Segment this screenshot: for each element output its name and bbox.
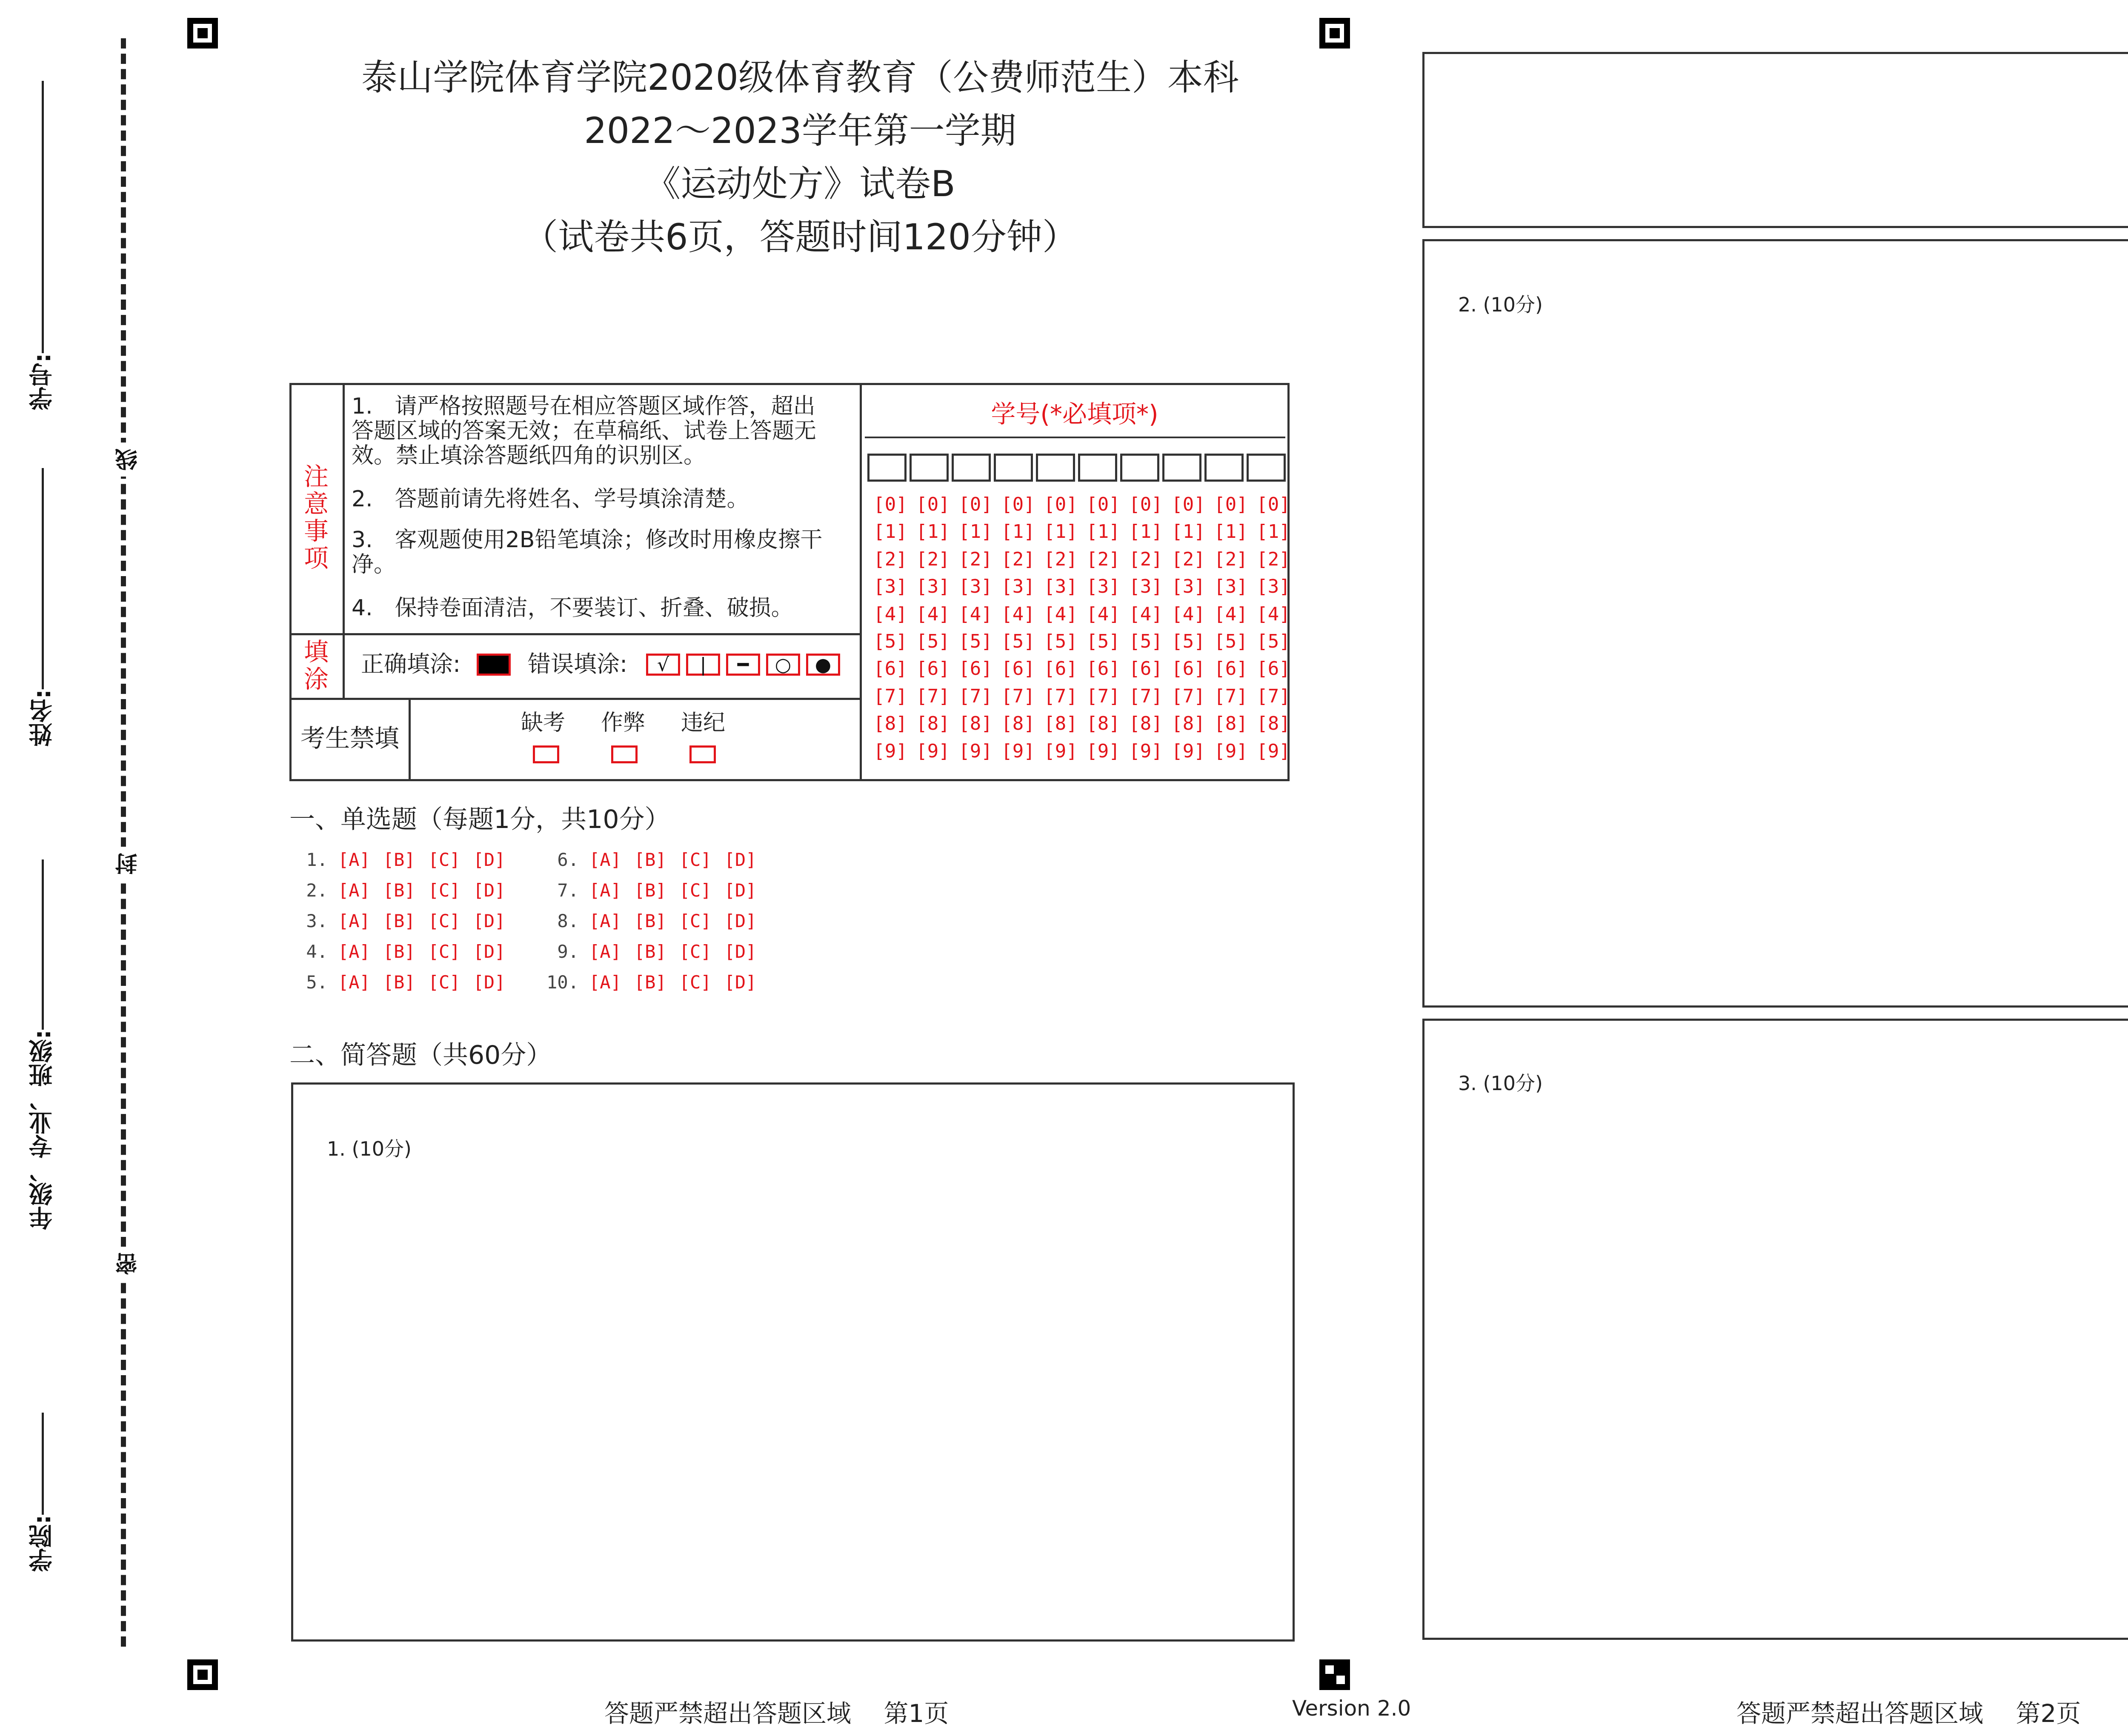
student-id-digit-bubble[interactable]: [3] [916,576,950,598]
student-id-digit-bubble[interactable]: [6] [1044,658,1078,680]
side-label-student-id: 学号: [29,353,56,411]
student-id-digit-bubble[interactable]: [5] [958,631,992,652]
student-id-digit-bubble[interactable]: [2] [1086,548,1120,570]
section1-title: 一、单选题（每题1分，共10分） [289,805,670,834]
footer-version: Version 2.0 [1292,1696,1411,1721]
student-id-digit-bubble[interactable]: [9] [958,740,992,762]
mcq-question-row [289,849,518,870]
student-id-digit-bubble[interactable]: [8] [1001,713,1035,735]
mcq-option-bubble[interactable]: [B] [383,849,415,870]
student-id-digit-row [869,631,1295,652]
student-id-cell[interactable] [1120,454,1159,482]
student-id-digit-bubble[interactable]: [4] [916,603,950,625]
mcq-option-bubble[interactable]: [D] [724,880,757,901]
mcq-option-bubble[interactable]: [B] [634,911,666,931]
student-id-digit-bubble[interactable]: [8] [1171,713,1205,735]
mcq-option-bubble[interactable]: [A] [338,849,370,870]
mcq-question-number: 6. [557,849,579,870]
footer-page2: 答题严禁超出答题区域 第2页 [1736,1699,2081,1728]
student-id-digit-bubble[interactable]: [7] [1256,685,1290,707]
mcq-option-bubble[interactable]: [C] [428,941,460,962]
student-id-digit-bubble[interactable]: [8] [916,713,950,735]
notice-item-2: 2. 答题前请先将姓名、学号填涂清楚。 [352,486,749,512]
student-id-digit-bubble[interactable]: [6] [1001,658,1035,680]
student-id-digit-bubble[interactable]: [0] [1001,494,1035,515]
answer-box-q3[interactable] [1422,1019,2128,1640]
mcq-question-number: 4. [306,941,328,962]
student-id-digit-bubble[interactable]: [7] [1086,685,1120,707]
mcq-option-bubble[interactable]: [A] [338,911,370,931]
student-id-digit-bubble[interactable]: [5] [1044,631,1078,652]
student-id-digit-bubble[interactable]: [0] [1044,494,1078,515]
student-id-digit-bubble[interactable]: [5] [873,631,907,652]
mcq-option-bubble[interactable]: [B] [383,941,415,962]
student-id-digit-bubble[interactable]: [2] [958,548,992,570]
exam-title-line4: （试卷共6页，答题时间120分钟） [522,216,1078,258]
side-label-college: 学院: [29,1515,56,1572]
mcq-option-bubble[interactable]: [C] [428,880,460,901]
mcq-option-bubble[interactable]: [C] [679,972,712,993]
student-id-digit-row [869,521,1295,542]
student-id-digit-bubble[interactable]: [9] [1086,740,1120,762]
student-id-cell[interactable] [952,454,991,482]
student-id-digit-bubble[interactable]: [6] [916,658,950,680]
student-id-cell[interactable] [1204,454,1244,482]
mcq-option-bubble[interactable]: [C] [679,911,712,931]
notice-divider-v1 [343,383,345,634]
mcq-question-row [541,941,769,962]
student-id-digit-bubble[interactable]: [2] [1001,548,1035,570]
student-id-digit-bubble[interactable]: [5] [1129,631,1163,652]
student-id-digit-bubble[interactable]: [4] [1214,603,1248,625]
student-id-digit-bubble[interactable]: [7] [1129,685,1163,707]
student-id-digit-bubble[interactable]: [3] [1044,576,1078,598]
mcq-option-bubble[interactable]: [D] [724,849,757,870]
student-id-digit-bubble[interactable]: [6] [873,658,907,680]
side-label-grade-major-class: 年级、专业、班级: [29,1030,56,1230]
student-id-cell[interactable] [1078,454,1117,482]
student-id-digit-bubble[interactable]: [7] [1171,685,1205,707]
notice-item-4: 4. 保持卷面清洁，不要装订、折叠、破损。 [352,595,793,621]
student-id-digit-bubble[interactable]: [1] [1256,521,1290,543]
mcq-question-row [289,911,518,931]
student-id-digit-bubble[interactable]: [1] [1044,521,1078,543]
answer-box-q2[interactable] [1422,239,2128,1008]
student-id-digit-bubble[interactable]: [4] [873,603,907,625]
student-id-digit-bubble[interactable]: [7] [1001,685,1035,707]
student-id-digit-bubble[interactable]: [1] [958,521,992,543]
section2-title: 二、简答题（共60分） [289,1040,552,1070]
student-id-digit-bubble[interactable]: [6] [1256,658,1290,680]
student-id-digit-bubble[interactable]: [5] [1001,631,1035,652]
mcq-question-number: 1. [306,849,328,870]
student-id-digit-bubble[interactable]: [9] [873,740,907,762]
student-id-digit-bubble[interactable]: [2] [873,548,907,570]
wrong-mark-circle: ○ [766,654,800,676]
notice-label: 注 意 事 项 [303,462,329,573]
student-id-digit-bubble[interactable]: [3] [1086,576,1120,598]
student-id-digit-bubble[interactable]: [5] [1256,631,1290,652]
mcq-question-number: 7. [557,880,579,901]
answer-box-q1[interactable] [291,1082,1295,1642]
student-id-digit-bubble[interactable]: [2] [1171,548,1205,570]
student-id-digit-bubble[interactable]: [0] [1214,494,1248,515]
student-id-digit-bubble[interactable]: [9] [1129,740,1163,762]
forbidden-option-violation: 违纪 [681,710,726,736]
mcq-question-row [541,911,769,931]
mcq-question-number: 10. [546,972,579,993]
student-id-digit-bubble[interactable]: [9] [1171,740,1205,762]
student-id-cell[interactable] [1247,454,1286,482]
mcq-option-bubble[interactable]: [B] [383,911,415,931]
mcq-option-bubble[interactable]: [B] [634,941,666,962]
mcq-question-number: 3. [306,911,328,931]
student-id-digit-bubble[interactable]: [0] [1171,494,1205,515]
mcq-question-row [541,972,769,993]
mcq-option-bubble[interactable]: [B] [383,972,415,993]
student-id-digit-bubble[interactable]: [3] [958,576,992,598]
mcq-option-bubble[interactable]: [A] [589,849,621,870]
student-id-digit-bubble[interactable]: [3] [1001,576,1035,598]
student-id-digit-bubble[interactable]: [5] [1086,631,1120,652]
student-id-digit-bubble[interactable]: [5] [916,631,950,652]
student-id-cell[interactable] [910,454,949,482]
student-id-digit-bubble[interactable]: [0] [1256,494,1290,515]
mcq-question-row [541,880,769,901]
student-id-digit-bubble[interactable]: [9] [1044,740,1078,762]
student-id-digit-bubble[interactable]: [1] [1129,521,1163,543]
student-id-digit-bubble[interactable]: [8] [1086,713,1120,735]
student-id-digit-row [869,576,1295,597]
student-id-digit-bubble[interactable]: [4] [958,603,992,625]
student-id-digit-bubble[interactable]: [2] [1256,548,1290,570]
student-id-digit-bubble[interactable]: [4] [1256,603,1290,625]
student-id-digit-bubble[interactable]: [7] [873,685,907,707]
student-id-digit-bubble[interactable]: [4] [1001,603,1035,625]
question-label-q3: 3. (10分) [1458,1072,1543,1095]
mcq-option-bubble[interactable]: [A] [338,972,370,993]
student-id-digit-bubble[interactable]: [8] [873,713,907,735]
student-id-digit-bubble[interactable]: [8] [1044,713,1078,735]
student-id-digit-bubble[interactable]: [8] [1256,713,1290,735]
correct-fill-sample [477,654,511,676]
mcq-option-bubble[interactable]: [D] [724,911,757,931]
student-id-digit-bubble[interactable]: [1] [1171,521,1205,543]
student-id-digit-row [869,494,1295,515]
corner-marker-bottom-middle [1319,1659,1350,1690]
student-id-digit-bubble[interactable]: [8] [1129,713,1163,735]
student-id-digit-row [869,603,1295,625]
mcq-option-bubble[interactable]: [B] [634,972,666,993]
mcq-option-bubble[interactable]: [C] [428,911,460,931]
notice-divider-h2 [289,698,862,700]
student-id-digit-bubble[interactable]: [1] [1001,521,1035,543]
notice-divider-v3 [343,633,345,698]
question-label-q1: 1. (10分) [327,1137,412,1160]
student-id-digit-bubble[interactable]: [2] [1044,548,1078,570]
question-label-q2: 2. (10分) [1458,293,1543,316]
student-id-digit-bubble[interactable]: [5] [1171,631,1205,652]
mcq-option-bubble[interactable]: [A] [338,880,370,901]
student-id-digit-bubble[interactable]: [1] [1214,521,1248,543]
seal-word-feng: 封 [112,847,134,881]
student-id-digit-bubble[interactable]: [9] [1256,740,1290,762]
student-id-digit-bubble[interactable]: [7] [958,685,992,707]
student-id-digit-bubble[interactable]: [1] [916,521,950,543]
forbidden-checkbox-cheating[interactable] [611,745,638,763]
wrong-mark-dash: ━ [726,654,760,676]
mcq-option-bubble[interactable]: [D] [473,911,506,931]
mcq-option-bubble[interactable]: [C] [679,941,712,962]
student-id-digit-bubble[interactable]: [0] [1129,494,1163,515]
side-field-grade-major-class[interactable] [17,859,68,1230]
side-field-student-id[interactable] [17,81,68,410]
student-id-digit-bubble[interactable]: [6] [1086,658,1120,680]
mcq-question-row [541,849,769,870]
mcq-question-number: 5. [306,972,328,993]
mcq-option-bubble[interactable]: [A] [589,911,621,931]
student-id-digit-bubble[interactable]: [8] [1214,713,1248,735]
mcq-question-number: 8. [557,911,579,931]
student-id-digit-bubble[interactable]: [3] [1171,576,1205,598]
mcq-option-bubble[interactable]: [A] [338,941,370,962]
student-id-digit-row [869,713,1295,734]
student-id-cell[interactable] [1036,454,1075,482]
mcq-option-bubble[interactable]: [B] [634,880,666,901]
student-id-digit-bubble[interactable]: [0] [958,494,992,515]
wrong-fill-label: 错误填涂: [528,651,628,677]
side-field-college[interactable] [17,1413,68,1572]
mcq-question-row [289,880,518,901]
forbidden-checkbox-absent[interactable] [533,745,559,763]
student-id-digit-bubble[interactable]: [7] [1214,685,1248,707]
exam-title-line1: 泰山学院体育学院2020级体育教育（公费师范生）本科 [361,57,1239,98]
student-id-digit-bubble[interactable]: [3] [1214,576,1248,598]
notice-item-1: 1. 请严格按照题号在相应答题区域作答，超出答题区域的答案无效；在草稿纸、试卷上答题无效。禁止填涂答题纸四角的识别区。 [352,394,817,468]
notice-divider-h1 [289,633,862,635]
student-id-digit-bubble[interactable]: [2] [1129,548,1163,570]
student-id-digit-bubble[interactable]: [2] [1214,548,1248,570]
student-id-digit-bubble[interactable]: [7] [916,685,950,707]
student-id-title: 学号(*必填项*) [991,400,1158,428]
student-id-digit-bubble[interactable]: [0] [873,494,907,515]
mcq-question-number: 9. [557,941,579,962]
corner-marker-top-middle [1319,18,1350,49]
student-id-digit-bubble[interactable]: [3] [1256,576,1290,598]
side-field-name[interactable] [17,468,68,746]
mcq-option-bubble[interactable]: [C] [428,972,460,993]
mcq-option-bubble[interactable]: [B] [383,880,415,901]
student-id-digit-bubble[interactable]: [6] [1214,658,1248,680]
student-id-title-underline [865,437,1285,438]
student-id-digit-bubble[interactable]: [9] [1001,740,1035,762]
wrong-mark-dot: ● [806,654,840,676]
mcq-option-bubble[interactable]: [D] [724,941,757,962]
student-id-digit-bubble[interactable]: [4] [1129,603,1163,625]
corner-marker-bottom-left [187,1659,218,1690]
mcq-option-bubble[interactable]: [B] [634,849,666,870]
wrong-mark-bar: | [686,654,720,676]
mcq-option-bubble[interactable]: [C] [428,849,460,870]
mcq-option-bubble[interactable]: [D] [473,972,506,993]
mcq-option-bubble[interactable]: [A] [589,880,621,901]
mcq-option-bubble[interactable]: [D] [724,972,757,993]
answer-box-continued[interactable] [1422,52,2128,228]
student-id-digit-bubble[interactable]: [6] [1171,658,1205,680]
student-id-cell[interactable] [867,454,907,482]
student-id-digit-bubble[interactable]: [8] [958,713,992,735]
mcq-option-bubble[interactable]: [C] [679,849,712,870]
student-id-digit-bubble[interactable]: [5] [1214,631,1248,652]
notice-divider-v2 [860,383,862,781]
student-id-digit-bubble[interactable]: [4] [1044,603,1078,625]
student-id-digit-bubble[interactable]: [7] [1044,685,1078,707]
student-id-digit-bubble[interactable]: [9] [1214,740,1248,762]
mcq-question-number: 2. [306,880,328,901]
seal-word-xian: 线 [112,443,134,477]
student-id-digit-bubble[interactable]: [3] [1129,576,1163,598]
seal-dashed-line [121,38,126,1647]
student-id-cell[interactable] [994,454,1033,482]
student-id-cell[interactable] [1162,454,1201,482]
student-id-digit-bubble[interactable]: [6] [958,658,992,680]
footer-page1: 答题严禁超出答题区域 第1页 [604,1699,949,1728]
mcq-option-bubble[interactable]: [D] [473,880,506,901]
mcq-option-bubble[interactable]: [A] [589,972,621,993]
seal-word-mi: 密 [112,1247,134,1281]
student-id-digit-row [869,685,1295,707]
exam-title-line2: 2022～2023学年第一学期 [584,110,1016,151]
mcq-question-row [289,972,518,993]
student-id-digit-row [869,658,1295,680]
corner-marker-top-left [187,18,218,49]
student-id-digit-bubble[interactable]: [0] [1086,494,1120,515]
student-id-digit-bubble[interactable]: [1] [1086,521,1120,543]
student-id-digit-bubble[interactable]: [1] [873,521,907,543]
notice-item-3: 3. 客观题使用2B铅笔填涂；修改时用橡皮擦干净。 [352,527,823,577]
student-id-digit-row [869,548,1295,570]
student-id-digit-bubble[interactable]: [4] [1086,603,1120,625]
mcq-option-bubble[interactable]: [C] [679,880,712,901]
student-id-digit-bubble[interactable]: [2] [916,548,950,570]
forbidden-option-cheating: 作弊 [601,710,646,736]
fill-label: 填 涂 [303,637,329,694]
forbidden-option-absent: 缺考 [521,710,566,736]
student-id-digit-bubble[interactable]: [0] [916,494,950,515]
exam-title-line3: 《运动处方》试卷B [645,163,955,205]
student-id-digit-bubble[interactable]: [4] [1171,603,1205,625]
student-id-digit-row [869,740,1295,762]
student-id-digit-bubble[interactable]: [9] [916,740,950,762]
forbidden-label: 考生禁填 [300,724,400,753]
correct-fill-label: 正确填涂: [361,651,461,677]
mcq-option-bubble[interactable]: [D] [473,849,506,870]
wrong-mark-check: √ [646,654,680,676]
student-id-digit-bubble[interactable]: [6] [1129,658,1163,680]
notice-divider-v4 [409,698,411,781]
side-label-name: 姓名: [29,689,56,747]
mcq-question-row [289,941,518,962]
student-id-digit-bubble[interactable]: [3] [873,576,907,598]
mcq-option-bubble[interactable]: [D] [473,941,506,962]
mcq-option-bubble[interactable]: [A] [589,941,621,962]
forbidden-checkbox-violation[interactable] [689,745,716,763]
